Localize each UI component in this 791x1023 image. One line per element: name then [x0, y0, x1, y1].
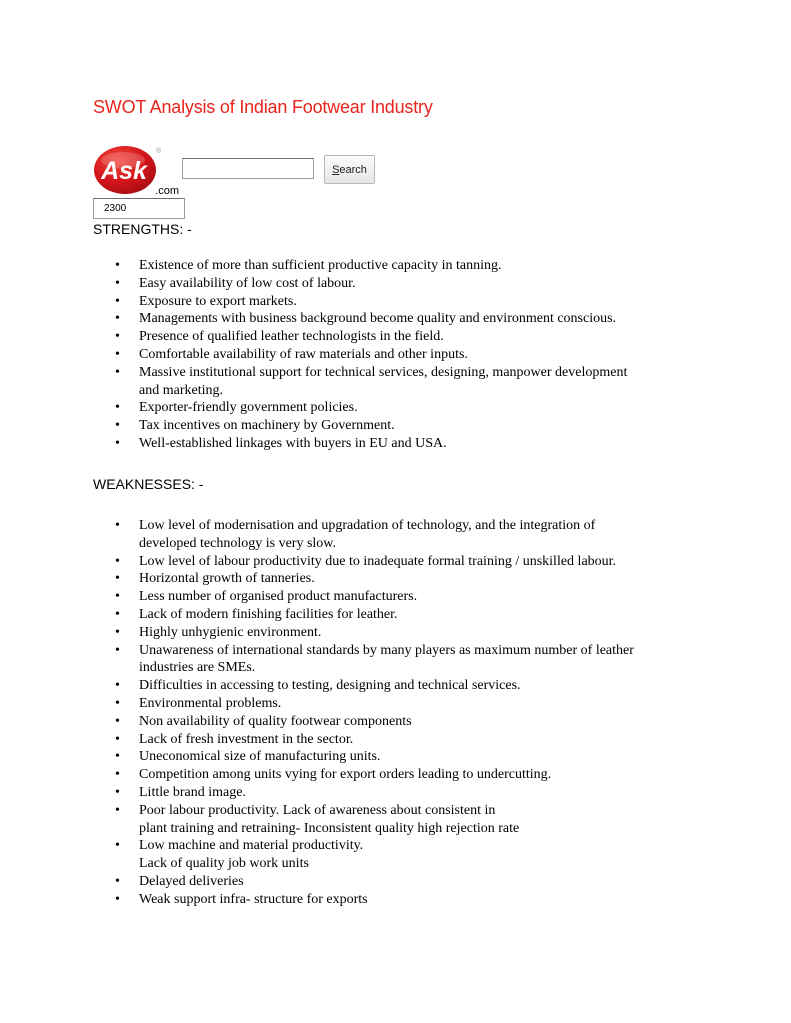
counter-box: 2300 — [93, 198, 185, 219]
ask-logo-registered-mark: ® — [156, 148, 162, 155]
list-item — [93, 695, 713, 713]
list-item-text: • Exporter-friendly government policies. — [139, 400, 358, 416]
list-item — [93, 517, 713, 553]
list-item-text: • Difficulties in accessing to testing, designing and technical services. — [139, 678, 521, 694]
list-item-text: • Competition among units vying for export orders leading to undercutting. — [139, 767, 552, 783]
list-item-text: and marketing. — [139, 382, 223, 398]
list-item — [93, 802, 713, 838]
list-item — [93, 766, 713, 784]
list-item — [93, 275, 713, 293]
list-item-text: • Exposure to export markets. — [139, 293, 297, 309]
list-item — [93, 731, 713, 749]
list-item — [93, 553, 713, 571]
strengths-heading: STRENGTHS: - — [93, 221, 192, 237]
list-item — [93, 417, 713, 435]
search-button-access-key: S — [332, 163, 340, 176]
list-item — [93, 713, 713, 731]
list-item-text: • Managements with business background become quality and environment conscious. — [139, 311, 617, 327]
list-item-text: • Existence of more than sufficient productive capacity in tanning. — [139, 258, 502, 273]
list-item-text: • Environmental problems. — [139, 695, 282, 711]
list-item-text: • Weak support infra- structure for exports — [139, 891, 368, 907]
list-item-text: • Little brand image. — [139, 784, 246, 800]
list-item-text: • Massive institutional support for technical services, designing, manpower development — [139, 364, 628, 380]
strengths-list — [93, 257, 713, 453]
list-item — [93, 873, 713, 891]
list-item — [93, 837, 713, 873]
list-item-text: • Tax incentives on machinery by Government. — [139, 418, 395, 434]
list-item-text: • Non availability of quality footwear components — [139, 713, 412, 729]
page-title: SWOT Analysis of Indian Footwear Industry — [93, 97, 433, 117]
search-button[interactable] — [324, 155, 375, 184]
list-item — [93, 891, 713, 909]
list-item — [93, 624, 713, 642]
list-item — [93, 310, 713, 328]
list-item-text: industries are SMEs. — [139, 660, 256, 676]
list-item — [93, 570, 713, 588]
list-item — [93, 328, 713, 346]
list-item — [93, 748, 713, 766]
list-item — [93, 642, 713, 678]
list-item-text: • Less number of organised product manufacturers. — [139, 589, 418, 605]
weaknesses-heading: WEAKNESSES: - — [93, 476, 204, 492]
list-item — [93, 399, 713, 417]
ask-logo-text: Ask — [101, 157, 147, 185]
list-item — [93, 677, 713, 695]
list-item-text: • Low machine and material productivity. — [139, 838, 364, 854]
list-item-text: • Unawareness of international standards by many players as maximum number of leather — [139, 642, 634, 658]
list-item-text: • Lack of fresh investment in the sector. — [139, 731, 354, 747]
list-item-text: Lack of quality job work units — [139, 856, 309, 872]
search-input[interactable] — [182, 158, 314, 179]
list-item-text: • Low level of labour productivity due to inadequate formal training / unskilled labour. — [139, 553, 617, 569]
list-item — [93, 364, 713, 400]
list-item — [93, 435, 713, 453]
list-item-text: • Easy availability of low cost of labour. — [139, 275, 356, 291]
list-item-text: • Uneconomical size of manufacturing units. — [139, 749, 381, 765]
list-item-text: plant training and retraining- Inconsistent quality high rejection rate — [139, 820, 520, 836]
list-item-text: • Delayed deliveries — [139, 873, 244, 889]
list-item — [93, 606, 713, 624]
list-item — [93, 588, 713, 606]
list-item — [93, 346, 713, 364]
list-item-text: • Lack of modern finishing facilities for leather. — [139, 606, 398, 622]
list-item — [93, 257, 713, 275]
search-button-label: earch — [339, 163, 367, 176]
list-item-text: • Well-established linkages with buyers in EU and USA. — [139, 435, 447, 451]
list-item-text: • Presence of qualified leather technologists in the field. — [139, 329, 444, 345]
list-item-text: developed technology is very slow. — [139, 535, 336, 551]
weaknesses-list — [93, 517, 713, 909]
list-item-text: • Poor labour productivity. Lack of awareness about consistent in — [139, 802, 496, 818]
ask-logo[interactable] — [93, 144, 181, 198]
list-item — [93, 784, 713, 802]
list-item-text: • Comfortable availability of raw materials and other inputs. — [139, 346, 468, 362]
list-item-text: • Highly unhygienic environment. — [139, 624, 322, 640]
list-item-text: • Horizontal growth of tanneries. — [139, 571, 315, 587]
list-item — [93, 293, 713, 311]
list-item-text: • Low level of modernisation and upgradation of technology, and the integration of — [139, 518, 596, 533]
ask-logo-domain: .com — [155, 185, 179, 197]
